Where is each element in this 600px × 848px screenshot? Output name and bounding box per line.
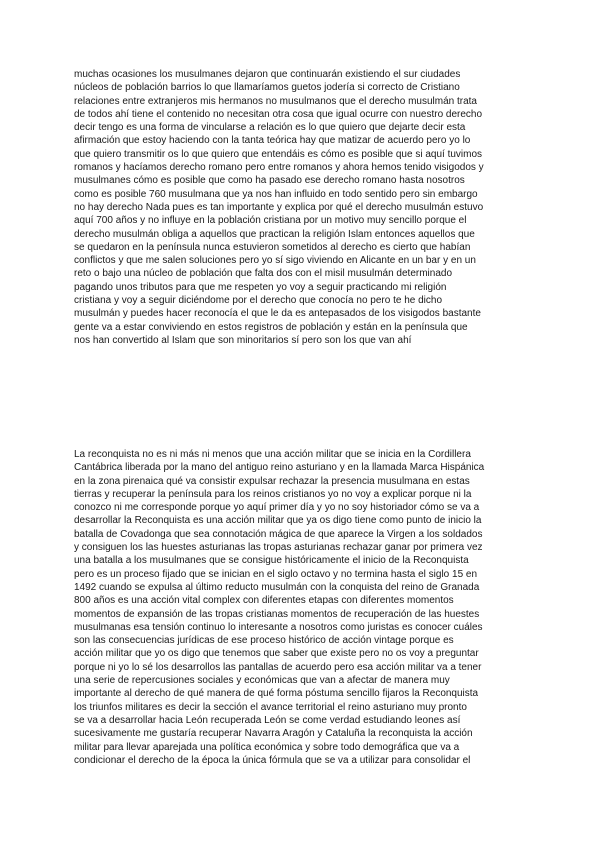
text-line: que quiero transmitir os lo que quiero que entendáis es cómo es posible que si aquí tuvimos [74,148,483,160]
text-line: no hay derecho Nada pues es tan importante y explica por qué el derecho musulmán estuvo [74,201,484,213]
text-line: condicionar el derecho de la época la única fórmula que se va a utilizar para consolidar el [74,754,471,766]
text-line: decir tengo es una forma de vincularse a relación es lo que quiero que dejarte decir esta [74,122,466,134]
text-line: militar para llevar aparejada una política económica y sobre todo demográfica que va a [74,741,460,753]
text-line: conozco ni me corresponde porque yo aquí primer día y yo no soy historiador cómo se va a [74,502,480,514]
text-line: musulmanes cómo es posible que como ha pasado ese derecho romano hasta nosotros [74,175,465,187]
text-line: musulmanas esa tensión continuo lo interesante a nosotros como juristas es conocer cuáles [74,621,483,633]
text-line: romanos y hacíamos derecho romano pero entre romanos y ahora hemos tenido visigodos y [74,162,484,174]
text-line: muchas ocasiones los musulmanes dejaron que continuarán existiendo el sur ciudades [74,69,461,80]
text-line: afirmación que estoy haciendo con la tanta teórica hay que matizar de acuerdo pero yo lo [74,135,471,147]
text-line: son las consecuencias jurídicas de ese proceso histórico de acción vintage porque es [74,635,454,647]
text-line: núcleos de población barrios lo que llamaríamos guetos jodería si correcto de Cristiano [74,82,460,94]
text-line: 1492 cuando se expulsa al último reducto musulmán con la conquista del reino de Granada [74,581,480,593]
text-line: relaciones entre extranjeros mis hermanos no musulmanos que el derecho musulmán trata [74,95,477,107]
text-line: porque ni yo lo sé los desarrollos las pantallas de acuerdo pero esa acción militar va a tener [74,661,482,673]
text-line: y consiguen los las huestes asturianas las tropas asturianas rechazar ganar por primera vez [74,542,483,554]
text-line: se va a desarrollar hacia León recuperada León se come verdad estudiando leones así [74,714,461,726]
text-line: cristiana y voy a seguir diciéndome por el derecho que conocía no pero te he dicho [74,295,443,307]
text-line: en la zona pirenaica qué va consistir expulsar rechazar la presencia musulmana en estas [74,475,470,487]
text-line: gente va a estar conviviendo en estos registros de población y están en la península que [74,321,468,333]
text-line: se quedaron en la península nunca estuvieron sometidos al derecho es cierto que habían [74,241,471,253]
text-line: importante al derecho de qué manera de qué forma póstuma sencillo fijaros la Reconquista [74,688,479,700]
text-line: Cantábrica liberada por la mano del antiguo reino asturiano y en la llamada Marca Hispánica [74,462,485,474]
text-line: derecho musulmán obliga a aquellos que practican la religión Islam entonces aquellos que [74,228,475,240]
text-line: aquí 700 años y no influye en la población cristiana por un motivo muy sencillo porque el [74,215,467,227]
text-line: pagando unos tributos para que me respeten yo voy a seguir practicando mi religión [74,281,447,293]
paragraph-reconquista [74,448,534,767]
text-line: 800 años es una acción vital complex con diferentes etapas con diferentes momentos [74,595,454,607]
text-line: pero es un proceso fijado que se inician en el siglo octavo y no termina hasta el siglo 15 en [74,568,478,580]
text-line: reto o bajo una núcleo de población que falta dos con el misil musulmán determinado [74,268,453,280]
text-line: una serie de repercusiones sociales y económicas que van a afectar de manera muy [74,675,450,687]
text-line: batalla de Covadonga que sea connotación mágica de que aparece la Virgen a los soldados [74,528,483,540]
text-line: como es posible 760 musulmana que ya nos han influido en todo sentido pero sin embargo [74,188,478,200]
text-line: tierras y recuperar la península para los reinos cristianos yo no voy a explicar porque ni la [74,488,472,500]
paragraph-musulmanes [74,68,534,347]
text-line: acción militar que yo os digo que tenemos que saber que existe pero no os voy a preguntar [74,648,479,660]
text-line: musulmán y puedes hacer reconocía el que le da es antepasados de los visigodos bastante [74,308,481,320]
text-line: nos han convertido al Islam que son minoritarios sí pero son los que van ahí [74,334,412,346]
text-line: de todos ahí tiene el contenido no necesitan otra cosa que igual ocurre con nuestro derecho [74,108,483,120]
text-line: momentos de expansión de las tropas cristianas momentos de recuperación de las huestes [74,608,480,620]
text-line: sucesivamente me gustaría recuperar Navarra Aragón y Cataluña la reconquista la acción [74,728,473,740]
text-line: La reconquista no es ni más ni menos que una acción militar que se inicia en la Cordillera [74,449,471,460]
text-line: conflictos y que me salen soluciones pero yo sí sigo viviendo en Alicante en un bar y en un [74,255,476,267]
text-line: desarrollar la Reconquista es una acción militar que ya os digo tiene como punto de inicio la [74,515,482,527]
text-line: los triunfos militares es decir la sección el avance territorial el reino asturiano muy pronto [74,701,467,713]
text-line: una batalla a los musulmanes que se consigue históricamente el inicio de la Reconquista [74,555,469,567]
